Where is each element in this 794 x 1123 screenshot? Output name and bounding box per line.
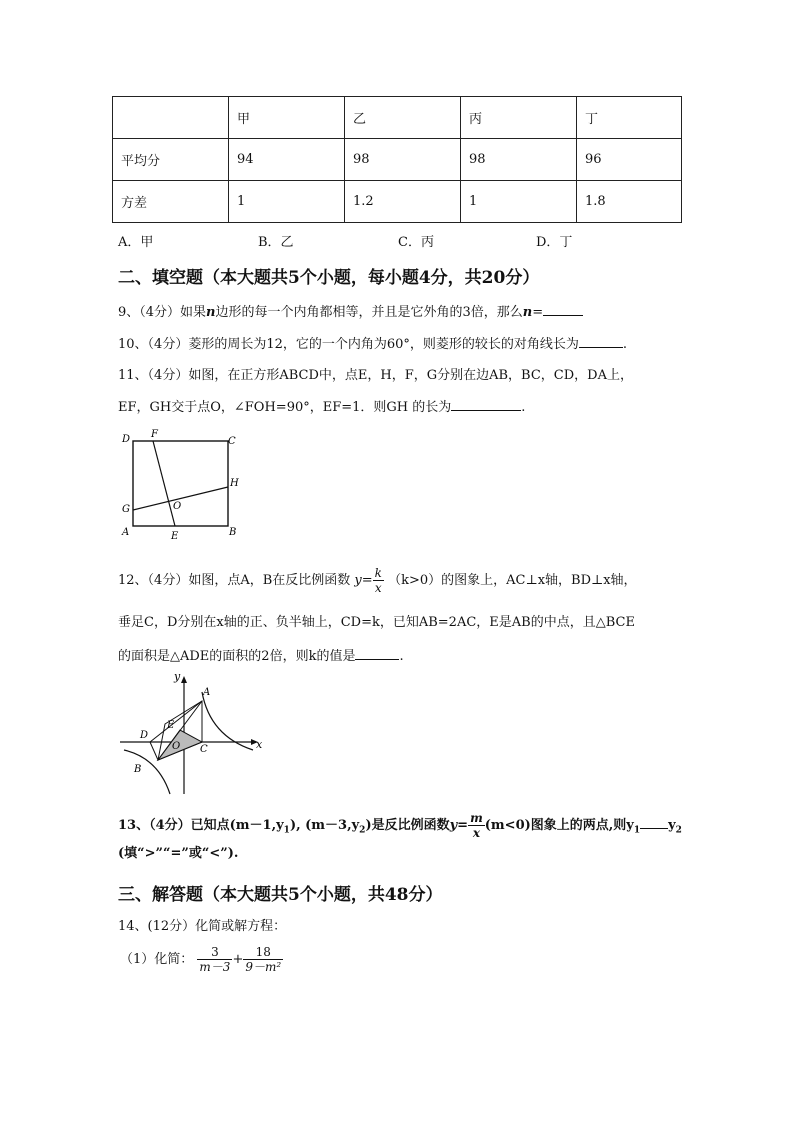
- question-11-line2: [118, 398, 525, 417]
- q14-f2-den: 9－m²: [245, 960, 282, 974]
- q14-fraction-1: [197, 945, 232, 974]
- question-12-line2: 垂足C，D分别在x轴的正、负半轴上，CD=k，已知AB=2AC，E是AB的中点，且△BCE: [118, 615, 635, 630]
- table-cell: 方差: [113, 181, 229, 223]
- q13-text-a: 13、（4分）已知点(m－1,y: [118, 818, 284, 833]
- label-a: A: [122, 527, 130, 538]
- option-c: C．丙: [398, 235, 434, 250]
- q12-y: y: [354, 573, 362, 588]
- q9-eq: =: [532, 305, 544, 320]
- table-cell: 乙: [345, 97, 461, 139]
- table-cell: 1: [229, 181, 345, 223]
- question-14-title: 14、(12分）化简或解方程：: [118, 919, 287, 934]
- q10-text: 10、（4分）菱形的周长为12，它的一个内角为60°，则菱形的较长的对角线长为: [118, 337, 579, 352]
- q14-fraction-2: [243, 945, 283, 974]
- q12-frac-den: x: [374, 581, 382, 595]
- q12-figure: [118, 668, 268, 796]
- label-b: B: [229, 527, 237, 538]
- q9-blank[interactable]: [543, 303, 583, 316]
- q13-blank[interactable]: [640, 816, 668, 829]
- question-11-line1: 11、（4分）如图，在正方形ABCD中，点E，H，F，G分别在边AB，BC，CD，DA上，: [118, 368, 633, 383]
- q10-end: .: [622, 337, 628, 352]
- table-cell: 1: [461, 181, 577, 223]
- table-cell: 1.8: [577, 181, 682, 223]
- section2-title: 二、填空题（本大题共5个小题，每小题4分，共20分）: [118, 268, 540, 288]
- q13-sub2: 2: [359, 825, 366, 836]
- option-d: D．丁: [536, 235, 573, 250]
- label-h: H: [230, 478, 239, 489]
- label-f: F: [151, 429, 158, 440]
- q11-end: .: [521, 400, 526, 415]
- q12-fraction: [373, 566, 384, 595]
- label-a: A: [203, 687, 211, 698]
- q14-plus: +: [232, 952, 244, 967]
- segment-bd: [150, 742, 158, 760]
- q13-fraction: [468, 811, 485, 840]
- q12-end: .: [399, 649, 404, 664]
- table-row: [113, 139, 682, 181]
- q13-sub1: 1: [283, 825, 290, 836]
- table-cell: 96: [577, 139, 682, 181]
- question-13-line1: [118, 811, 682, 840]
- label-x: x: [256, 738, 263, 751]
- table-cell: 98: [345, 139, 461, 181]
- option-a: A．甲: [118, 235, 154, 250]
- q9-var: n: [206, 305, 216, 320]
- question-13-line2: (填“>”“=”或“<”).: [118, 846, 239, 861]
- table-header-row: [113, 97, 682, 139]
- q12-text-c: 的面积是△ADE的面积的2倍，则k的值是: [118, 649, 356, 664]
- q12-text-b: （k>0）的图象上，AC⊥x轴，BD⊥x轴，: [388, 573, 637, 588]
- table-cell: 甲: [229, 97, 345, 139]
- question-12-line3: [118, 647, 404, 666]
- q12-frac-num: k: [374, 566, 382, 580]
- table-row: [113, 181, 682, 223]
- q13-sub3: 1: [633, 825, 641, 836]
- q14-f2-num: 18: [243, 945, 283, 960]
- label-e: E: [171, 531, 179, 542]
- q13-frac-den: x: [472, 826, 480, 840]
- label-c: C: [228, 436, 236, 447]
- q9-var2: n: [522, 305, 533, 320]
- table-cell: 1.2: [345, 181, 461, 223]
- q11-text: EF，GH交于点O，∠FOH=90°，EF=1．则GH 的长为: [118, 400, 452, 415]
- q13-eq: =: [457, 818, 469, 833]
- question-9: [118, 303, 583, 322]
- q9-text-a: 9、（4分）如果: [118, 305, 207, 320]
- q13-text-b: ), (m－3,y: [289, 818, 360, 833]
- q13-y: y: [449, 818, 458, 833]
- table-cell: 平均分: [113, 139, 229, 181]
- label-e: E: [167, 720, 175, 731]
- segment-ef: [153, 441, 175, 526]
- q12-text-a: 12、（4分）如图，点A，B在反比例函数: [118, 573, 351, 588]
- table-cell: 丁: [577, 97, 682, 139]
- score-table: [112, 96, 682, 223]
- q12-blank[interactable]: [355, 647, 399, 660]
- label-o: O: [173, 501, 182, 512]
- q11-blank[interactable]: [451, 398, 521, 411]
- question-12-line1: [118, 566, 637, 595]
- table-cell: 94: [229, 139, 345, 181]
- q14-f1-den: m－3: [199, 960, 231, 974]
- q13-text-e: y: [668, 818, 676, 833]
- q10-blank[interactable]: [579, 335, 623, 348]
- label-y: y: [174, 670, 181, 683]
- section3-title: 三、解答题（本大题共5个小题，共48分）: [118, 885, 443, 905]
- q14-part1-label: （1）化简：: [120, 952, 194, 967]
- q11-figure: [118, 425, 248, 543]
- label-g: G: [122, 504, 130, 515]
- table-cell: [113, 97, 229, 139]
- q9-text-b: 边形的每一个内角都相等，并且是它外角的3倍，那么: [215, 305, 523, 320]
- q13-sub4: 2: [675, 825, 682, 836]
- q12-eq: =: [361, 573, 373, 588]
- table-cell: 丙: [461, 97, 577, 139]
- label-d: D: [122, 434, 131, 445]
- y-axis-arrow: [181, 676, 187, 683]
- q14-f1-num: 3: [197, 945, 232, 960]
- label-b: B: [134, 764, 142, 775]
- q13-frac-num: m: [470, 811, 483, 825]
- question-14-part1: [120, 945, 283, 974]
- q13-text-d: (m<0)图象上的两点,则y: [484, 818, 634, 833]
- label-c: C: [200, 744, 208, 755]
- option-b: B．乙: [258, 235, 294, 250]
- label-d: D: [140, 730, 149, 741]
- table-cell: 98: [461, 139, 577, 181]
- q13-text-c: )是反比例函数: [365, 818, 450, 833]
- question-10: [118, 335, 627, 354]
- label-o: O: [172, 741, 181, 752]
- hyperbola-branch-1: [202, 692, 253, 750]
- square-abcd: [133, 441, 228, 526]
